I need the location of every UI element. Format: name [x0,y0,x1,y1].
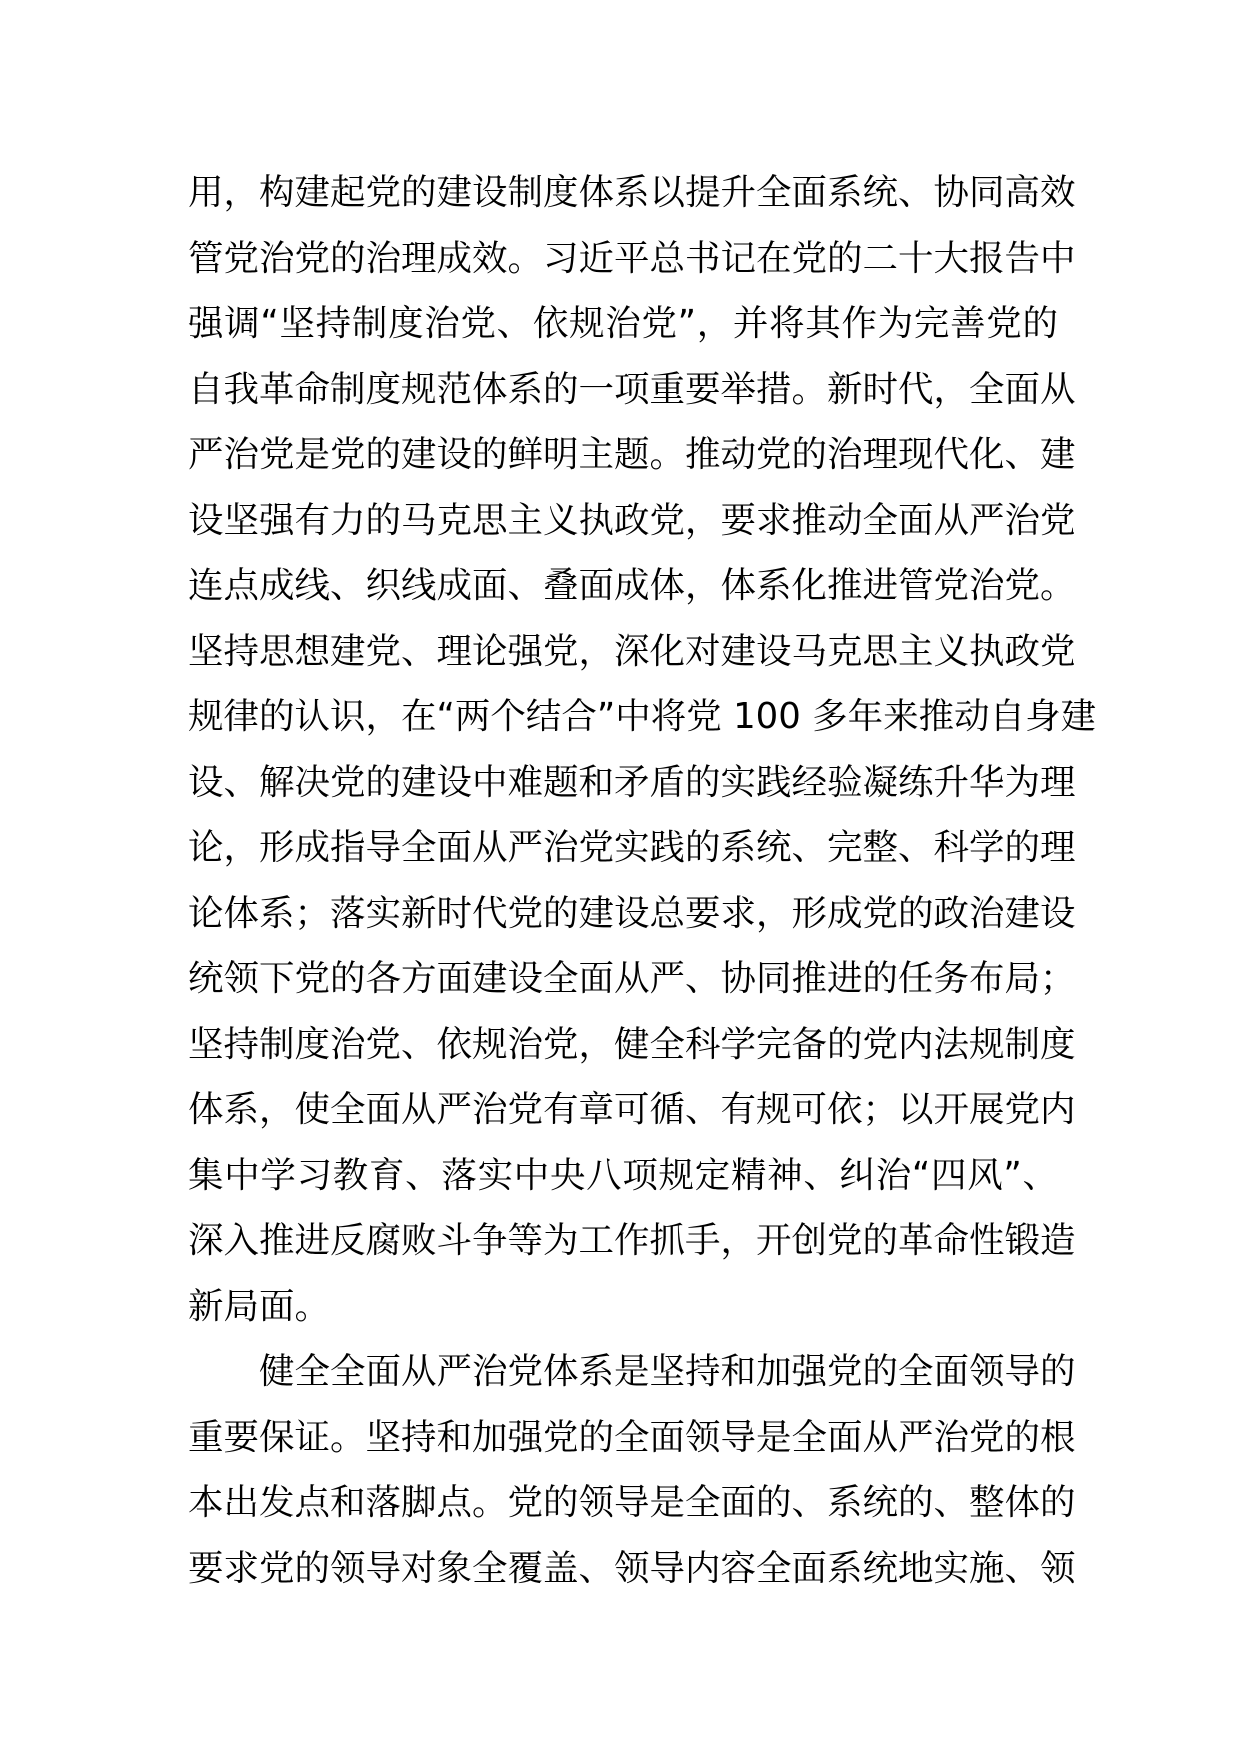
text-line: 论体系；落实新时代党的建设总要求，形成党的政治建设 [188,892,1076,934]
text-line: 要求党的领导对象全覆盖、领导内容全面系统地实施、领 [188,1547,1076,1589]
text-line: 用，构建起党的建设制度体系以提升全面系统、协同高效 [188,172,1076,213]
text-line: 本出发点和落脚点。党的领导是全面的、系统的、整体的 [188,1482,1076,1523]
text-line: 坚持思想建党、理论强党，深化对建设马克思主义执政党 [188,630,1076,672]
text-line: 管党治党的治理成效。习近平总书记在党的二十大报告中 [188,237,1076,279]
paragraph-1 [188,160,1097,1339]
text-line: 自我革命制度规范体系的一项重要举措。新时代，全面从 [188,368,1076,410]
text-line: 统领下党的各方面建设全面从严、协同推进的任务布局； [188,958,1076,999]
text-line: 设坚强有力的马克思主义执政党，要求推动全面从严治党 [188,499,1076,541]
text-line: 新局面。 [188,1285,331,1327]
text-line: 严治党是党的建设的鲜明主题。推动党的治理现代化、建 [188,434,1076,475]
text-line: 强调“坚持制度治党、依规治党”，并将其作为完善党的 [188,303,1058,344]
text-line: 连点成线、织线成面、叠面成体，体系化推进管党治党。 [188,565,1076,606]
text-line: 论，形成指导全面从严治党实践的系统、完整、科学的理 [188,827,1076,868]
text-line: 体系，使全面从严治党有章可循、有规可依；以开展党内 [188,1089,1076,1130]
text-line: 深入推进反腐败斗争等为工作抓手，开创党的革命性锻造 [188,1220,1076,1261]
text-line: 健全全面从严治党体系是坚持和加强党的全面领导的 [259,1351,1076,1392]
text-line: 设、解决党的建设中难题和矛盾的实践经验凝练升华为理 [188,761,1076,803]
text-line: 重要保证。坚持和加强党的全面领导是全面从严治党的根 [188,1416,1076,1458]
paragraph-2 [188,1339,1076,1601]
text-line: 规律的认识，在“两个结合”中将党 100 多年来推动自身建 [188,696,1097,737]
document-body [188,160,1097,1601]
text-line: 集中学习教育、落实中央八项规定精神、纠治“四风”、 [188,1154,1058,1196]
text-line: 坚持制度治党、依规治党，健全科学完备的党内法规制度 [188,1023,1076,1065]
